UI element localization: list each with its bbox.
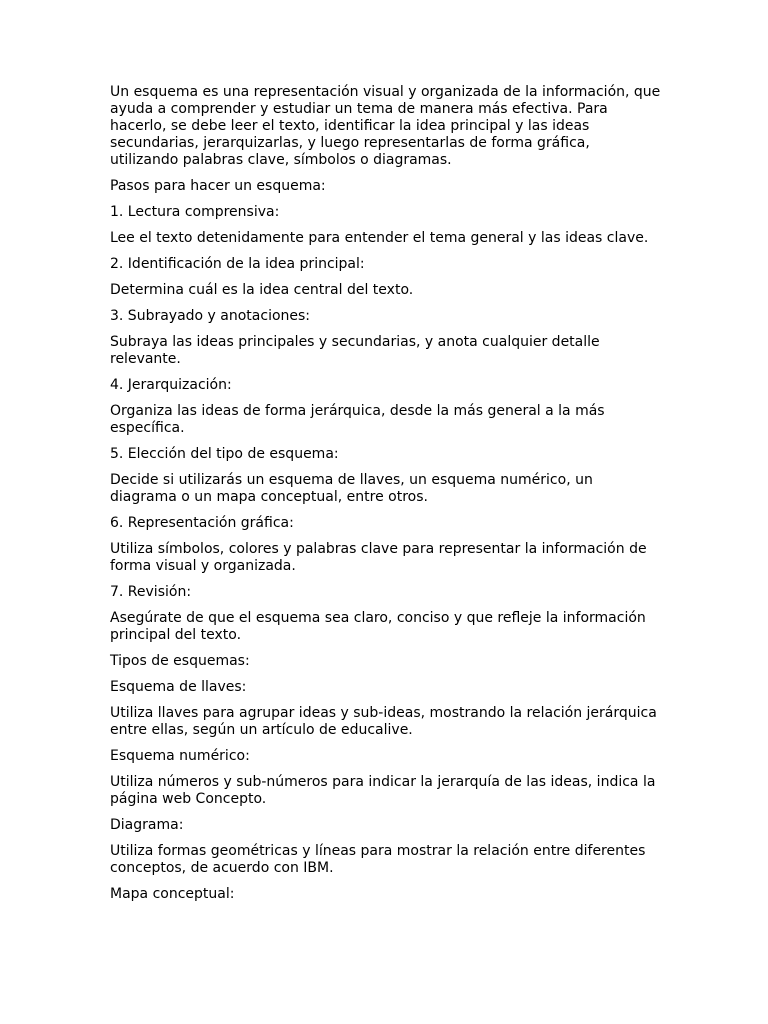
type-diagrama-text: Utiliza formas geométricas y líneas para mostrar la relación entre diferentes conceptos, de acuerdo con IBM.: [110, 843, 646, 876]
step-2-text: Determina cuál es la idea central del texto.: [110, 282, 414, 298]
step-1-text: Lee el texto detenidamente para entender el tema general y las ideas clave.: [110, 230, 649, 246]
step-2-heading: 2. Identificación de la idea principal:: [110, 256, 365, 272]
type-llaves-text: Utiliza llaves para agrupar ideas y sub-ideas, mostrando la relación jerárquica entre ellas, según un artículo de educalive.: [110, 705, 657, 738]
type-mapa-heading: Mapa conceptual:: [110, 886, 235, 902]
step-7-text: Asegúrate de que el esquema sea claro, conciso y que refleje la información principal del texto.: [110, 610, 646, 643]
step-4-text: Organiza las ideas de forma jerárquica, desde la más general a la más específica.: [110, 403, 605, 436]
step-6-text: Utiliza símbolos, colores y palabras clave para representar la información de forma visual y organizada.: [110, 541, 647, 574]
intro-paragraph: Un esquema es una representación visual y organizada de la información, que ayuda a comprender y estudiar un tema de manera más efectiva. Para hacerlo, se debe leer el texto, identificar la idea principal y las ideas secundarias, jerarquizarlas, y luego representarlas de forma gráfica, utilizando palabras clave, símbolos o diagramas.: [110, 84, 661, 168]
step-5-text: Decide si utilizarás un esquema de llaves, un esquema numérico, un diagrama o un mapa conceptual, entre otros.: [110, 472, 593, 505]
step-7-heading: 7. Revisión:: [110, 584, 192, 600]
section-heading-steps: Pasos para hacer un esquema:: [110, 178, 326, 194]
type-numerico-heading: Esquema numérico:: [110, 748, 250, 764]
document-page: [110, 84, 662, 912]
type-numerico-text: Utiliza números y sub-números para indicar la jerarquía de las ideas, indica la página web Concepto.: [110, 774, 656, 807]
step-3-heading: 3. Subrayado y anotaciones:: [110, 308, 311, 324]
step-3-text: Subraya las ideas principales y secundarias, y anota cualquier detalle relevante.: [110, 334, 600, 367]
type-diagrama-heading: Diagrama:: [110, 817, 184, 833]
step-4-heading: 4. Jerarquización:: [110, 377, 232, 393]
step-6-heading: 6. Representación gráfica:: [110, 515, 294, 531]
section-heading-types: Tipos de esquemas:: [110, 653, 250, 669]
step-1-heading: 1. Lectura comprensiva:: [110, 204, 280, 220]
type-llaves-heading: Esquema de llaves:: [110, 679, 247, 695]
step-5-heading: 5. Elección del tipo de esquema:: [110, 446, 339, 462]
